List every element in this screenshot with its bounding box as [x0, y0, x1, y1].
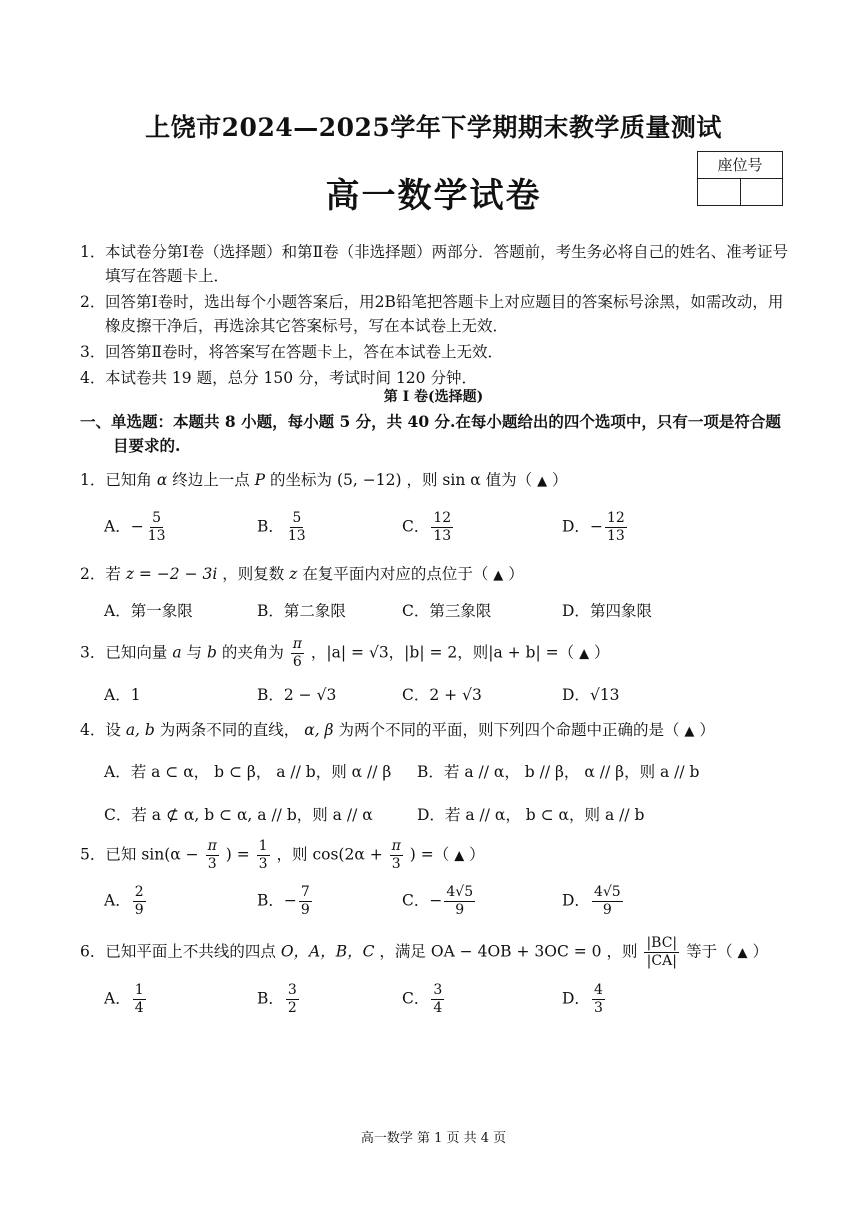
exam-subtitle: 高一数学试卷 — [325, 176, 542, 216]
question-5 — [80, 838, 800, 873]
option-label: B． — [257, 686, 284, 704]
option-b — [417, 760, 699, 782]
option-label: A． — [104, 686, 131, 704]
option-label: C． — [402, 989, 430, 1008]
denominator: 6 — [292, 654, 302, 670]
numerator: 5 — [152, 510, 162, 526]
answer-mark: ▲ — [493, 568, 504, 583]
option-d — [417, 803, 644, 825]
fraction — [592, 982, 605, 1017]
numerator: π — [391, 838, 401, 854]
fraction — [133, 884, 146, 919]
question-4 — [80, 718, 800, 740]
math-expression: ) =（ — [409, 845, 450, 864]
option-label: A． — [104, 891, 131, 910]
fraction — [286, 982, 299, 1017]
section-heading-line: 一、单选题：本题共 8 小题，每小题 5 分，共 40 分.在每小题给出的四个选项中，只有一项是符合题 — [80, 412, 781, 431]
option-a — [104, 982, 148, 1017]
denominator: 9 — [134, 902, 144, 918]
section-heading — [80, 410, 795, 458]
option-c — [402, 683, 482, 705]
denominator: 4 — [134, 1000, 144, 1016]
option-c — [104, 803, 373, 825]
instructions — [80, 240, 790, 392]
question-text: ，则复数 — [222, 565, 285, 583]
numerator: 5 — [292, 510, 302, 526]
option-text: 若 a ⊄ α, b ⊂ α, a // b，则 a // α — [131, 806, 373, 824]
numerator: 2 — [134, 884, 144, 900]
option-b — [257, 599, 346, 621]
denominator: 2 — [287, 1000, 297, 1016]
question-text: 2．若 — [80, 565, 121, 583]
option-label: D． — [562, 989, 590, 1008]
denominator: 9 — [455, 902, 465, 918]
answer-mark: ▲ — [537, 474, 548, 489]
numerator: 4 — [593, 982, 603, 998]
option-label: A． — [104, 602, 131, 620]
answer-mark: ▲ — [737, 945, 748, 961]
math-expression: cos(2α + — [312, 845, 383, 864]
question-text: ，满足 — [379, 942, 426, 961]
math-expression: ) = — [225, 845, 250, 864]
numerator: 7 — [300, 884, 310, 900]
question-text: 为两个不同的平面，则下列四个命题中正确的是（ — [338, 721, 680, 739]
math-symbol: a — [172, 643, 182, 662]
fraction — [299, 884, 312, 919]
option-label: C． — [104, 806, 132, 824]
instruction-item — [80, 340, 790, 364]
option-d — [562, 982, 607, 1017]
numerator: 3 — [433, 982, 443, 998]
option-label: C． — [402, 517, 430, 536]
question-text: ，则 — [406, 471, 438, 489]
denominator: 3 — [593, 1000, 603, 1016]
denominator: 3 — [258, 856, 268, 872]
instruction-number: 4． — [80, 369, 106, 387]
option-label: A． — [104, 517, 131, 536]
question-text: 终边上一点 — [172, 471, 250, 489]
option-label: D． — [417, 806, 445, 824]
option-d — [562, 510, 629, 545]
instruction-text: 本试卷共 19 题，总分 150 分，考试时间 120 分钟． — [105, 369, 477, 387]
part-title: 第 I 卷(选择题) — [383, 389, 484, 405]
math-expression: ，|a| = √3，|b| = 2，则|a + b| =（ — [310, 643, 575, 662]
denominator: 13 — [287, 528, 306, 544]
option-sign: − — [130, 517, 144, 536]
math-symbol: O，A，B，C — [280, 942, 375, 961]
option-b — [257, 510, 310, 545]
question-1 — [80, 468, 800, 490]
option-text: 第一象限 — [130, 602, 193, 620]
question-2 — [80, 562, 800, 584]
instruction-text: 回答第Ⅰ卷时，选出每个小题答案后，用2B铅笔把答题卡上对应题目的答案标号涂黑，如需改动，用橡皮擦干净后，再选涂其它答案标号，写在本试卷上无效． — [105, 293, 784, 335]
numerator: 1 — [258, 838, 268, 854]
option-a — [104, 760, 391, 782]
math-expression: sin(α − — [141, 845, 199, 864]
option-text: 若 a ⊂ α， b ⊂ β， a // b，则 α // β — [130, 763, 392, 781]
question-text: 与 — [186, 643, 203, 662]
question-text: 在复平面内对应的点位于（ — [302, 565, 489, 583]
seat-number-label: 座位号 — [698, 152, 782, 179]
option-b — [257, 683, 336, 705]
option-a — [104, 599, 193, 621]
fraction — [133, 982, 146, 1017]
fraction — [644, 935, 679, 970]
instruction-number: 1． — [80, 243, 106, 261]
option-text: 2 + √3 — [429, 686, 482, 704]
option-text: 1 — [130, 686, 141, 704]
question-text: 值为（ — [485, 471, 533, 489]
option-label: D． — [562, 891, 590, 910]
denominator: 4 — [433, 1000, 443, 1016]
numerator: 4√5 — [446, 884, 474, 900]
math-expression: OA − 4OB + 3OC = 0 — [430, 942, 602, 961]
question-text: ，则 — [606, 942, 638, 961]
option-sign: − — [283, 891, 297, 910]
option-b — [257, 884, 314, 919]
question-6 — [80, 935, 800, 970]
option-label: B． — [257, 517, 284, 536]
denominator: 3 — [207, 856, 217, 872]
math-symbol: a, b — [125, 721, 155, 739]
fraction — [286, 510, 308, 545]
option-a — [104, 884, 148, 919]
question-text: 6．已知平面上不共线的四点 — [80, 942, 276, 961]
question-text: 为两条不同的直线， — [159, 721, 300, 739]
option-a — [104, 510, 170, 545]
instruction-number: 2． — [80, 293, 106, 311]
math-symbol: P — [254, 471, 266, 489]
instruction-item — [80, 240, 790, 288]
option-label: B． — [257, 989, 284, 1008]
math-expression: z = −2 − 3i — [125, 565, 218, 583]
fraction — [444, 884, 475, 919]
math-expression: sin α — [442, 471, 481, 489]
option-c — [402, 982, 446, 1017]
math-symbol: z — [289, 565, 298, 583]
option-c — [402, 599, 491, 621]
question-text: ） — [469, 845, 485, 864]
denominator: 3 — [391, 856, 401, 872]
option-label: A． — [104, 763, 131, 781]
option-text: 2 − √3 — [283, 686, 337, 704]
numerator: π — [292, 636, 302, 652]
seat-cell-1 — [698, 179, 740, 206]
denominator: 9 — [300, 902, 310, 918]
question-text: 1．已知角 — [80, 471, 152, 489]
math-symbol: b — [206, 643, 217, 662]
fraction — [291, 636, 304, 671]
numerator: 12 — [433, 510, 452, 526]
question-text: ） — [699, 721, 715, 739]
option-text: 第四象限 — [589, 602, 652, 620]
option-sign: − — [429, 891, 443, 910]
question-text: ） — [752, 942, 768, 961]
denominator: 13 — [147, 528, 166, 544]
numerator: 4√5 — [593, 884, 621, 900]
option-label: D． — [562, 686, 590, 704]
instruction-item — [80, 290, 790, 338]
seat-cell-2 — [740, 179, 783, 206]
option-label: C． — [402, 686, 430, 704]
instruction-text: 回答第Ⅱ卷时，将答案写在答题卡上，答在本试卷上无效． — [105, 343, 504, 361]
option-sign: − — [589, 517, 603, 536]
question-text: 等于（ — [686, 942, 733, 961]
option-text: √13 — [589, 686, 620, 704]
denominator: 9 — [602, 902, 612, 918]
option-c — [402, 510, 455, 545]
numerator: 12 — [606, 510, 625, 526]
option-b — [257, 982, 301, 1017]
option-label: C． — [402, 891, 430, 910]
option-d — [562, 884, 625, 919]
option-a — [104, 683, 141, 705]
fraction — [257, 838, 270, 873]
numerator: 3 — [287, 982, 297, 998]
question-text: ） — [552, 471, 568, 489]
option-d — [562, 683, 620, 705]
option-text: 第三象限 — [429, 602, 492, 620]
answer-mark: ▲ — [454, 848, 465, 864]
question-3 — [80, 636, 800, 671]
fraction — [390, 838, 403, 873]
fraction — [431, 982, 444, 1017]
denominator: 13 — [606, 528, 625, 544]
fraction — [592, 884, 623, 919]
option-d — [562, 599, 652, 621]
answer-mark: ▲ — [579, 646, 590, 662]
option-label: A． — [104, 989, 131, 1008]
numerator: π — [207, 838, 217, 854]
option-text: 第二象限 — [283, 602, 346, 620]
numerator: |BC| — [646, 935, 678, 951]
question-text: 3．已知向量 — [80, 643, 168, 662]
option-label: C． — [402, 602, 430, 620]
denominator: |CA| — [646, 953, 677, 969]
answer-mark: ▲ — [684, 724, 695, 739]
fraction — [206, 838, 219, 873]
option-label: B． — [257, 602, 284, 620]
question-text: 5．已知 — [80, 845, 137, 864]
option-label: B． — [417, 763, 444, 781]
question-text: ，则 — [276, 845, 308, 864]
math-symbol: α — [156, 471, 168, 489]
option-c — [402, 884, 477, 919]
numerator: 1 — [134, 982, 144, 998]
question-text: 的坐标为 — [270, 471, 333, 489]
fraction — [431, 510, 453, 545]
fraction — [605, 510, 627, 545]
page-footer: 高一数学 第 1 页 共 4 页 — [360, 1131, 507, 1146]
section-heading-line: 目要求的. — [113, 436, 181, 455]
question-text: 的夹角为 — [221, 643, 284, 662]
exam-title: 上饶市2024—2025学年下学期期末教学质量测试 — [145, 113, 722, 142]
denominator: 13 — [433, 528, 452, 544]
instruction-number: 3． — [80, 343, 106, 361]
option-label: B． — [257, 891, 284, 910]
fraction — [146, 510, 168, 545]
math-symbol: α, β — [304, 721, 334, 739]
option-label: D． — [562, 602, 590, 620]
instruction-text: 本试卷分第Ⅰ卷（选择题）和第Ⅱ卷（非选择题）两部分．答题前，考生务必将自己的姓名、准考证号填写在答题卡上． — [105, 243, 789, 285]
option-text: 若 a // α， b // β， α // β，则 a // b — [443, 763, 700, 781]
option-text: 若 a // α， b ⊂ α，则 a // b — [444, 806, 645, 824]
seat-number-box — [697, 151, 783, 206]
question-text: ） — [508, 565, 524, 583]
option-label: D． — [562, 517, 590, 536]
question-text: 4．设 — [80, 721, 121, 739]
question-text: ） — [594, 643, 610, 662]
math-expression: (5, −12) — [337, 471, 402, 489]
